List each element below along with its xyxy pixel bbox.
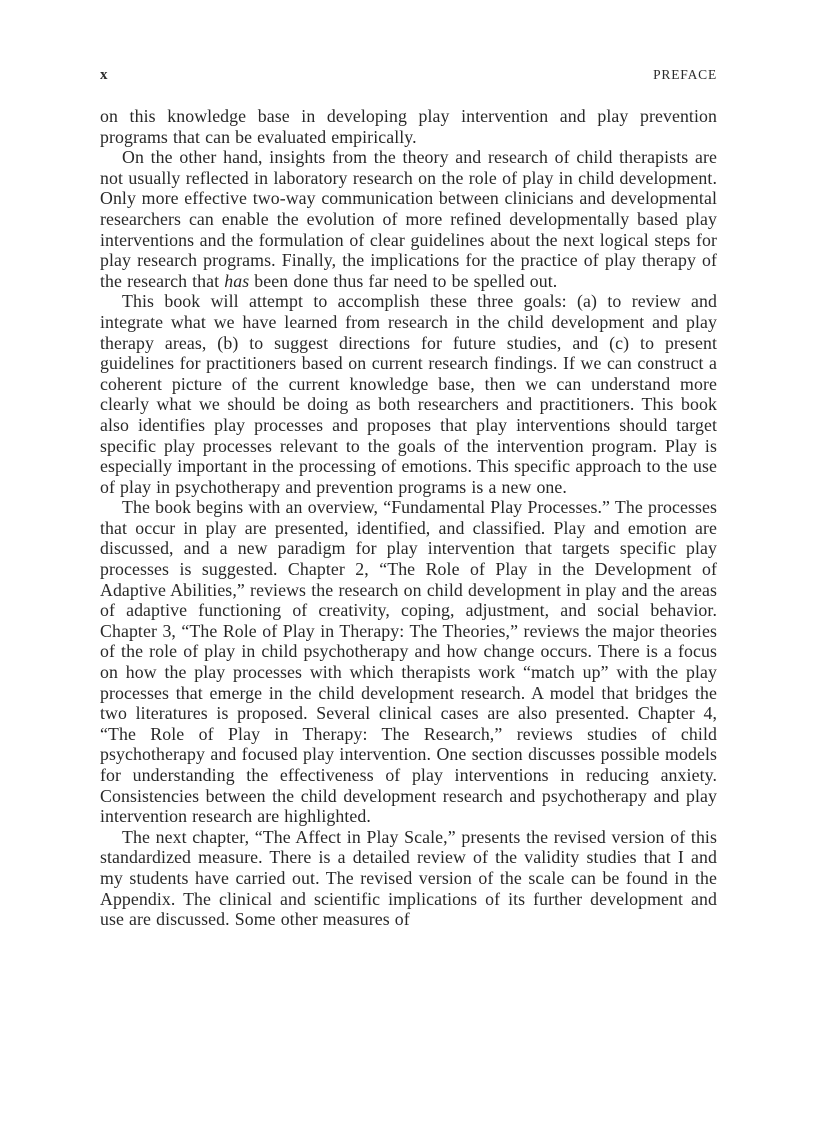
text-run: The book begins with an overview, “Fundamental Play Processes.” The processes that occur in play are presented, identified, and classified. Play and emotion are discussed, and a new paradigm for play intervention that targets specific play processes is suggested. Chapter 2, “The Role of Play in the Development of Adaptive Abilities,” reviews the research on child development in play and the areas of adaptive functioning of creativity, coping, adjustment, and social behavior. Chapter 3, “The Role of Play in Therapy: The Theories,” reviews the major theories of the role of play in child psychotherapy and how change occurs. There is a focus on how the play processes with which therapists work “match up” with the play processes that emerge in the child development research. A model that bridges the two literatures is proposed. Several clinical cases are also presented. Chapter 4, “The Role of Play in Therapy: The Research,” reviews studies of child psychotherapy and focused play intervention. One section discusses possible models for understanding the effectiveness of play interventions in reducing anxiety. Consistencies between the child development research and psychotherapy and play intervention research are highlighted. xyxy=(100,497,717,827)
text-run: The next chapter, “The Affect in Play Scale,” presents the revised version of this standardized measure. There is a detailed review of the validity studies that I and my students have carried out. The revised version of the scale can be found in the Appendix. The clinical and scientific implications of its further development and use are discussed. Some other measures of xyxy=(100,826,717,930)
text-run: On the other hand, insights from the theory and research of child therapists are not usually reflected in laboratory research on the role of play in child development. Only more effective two-way communication between clinicians and developmental researchers can enable the evolution of more refined developmentally based play interventions and the formulation of clear guidelines about the next logical steps for play research programs. Finally, the implications for the practice of play therapy of the research that xyxy=(100,147,717,291)
italic-text-run: has xyxy=(224,270,250,291)
text-run: This book will attempt to accomplish these three goals: (a) to review and integrate what we have learned from research in the child development and play therapy areas, (b) to suggest directions for future studies, and (c) to present guidelines for practitioners based on current research findings. If we can construct a coherent picture of the current knowledge base, then we can understand more clearly what we should be doing as both researchers and practitioners. This book also identifies play processes and proposes that play interventions should target specific play processes relevant to the goals of the intervention program. Play is especially important in the processing of emotions. This specific approach to the use of play in psychotherapy and prevention programs is a new one. xyxy=(100,291,717,497)
running-title: PREFACE xyxy=(653,67,717,82)
paragraph xyxy=(100,291,717,497)
paragraph xyxy=(100,497,717,827)
text-run: on this knowledge base in developing play intervention and play prevention programs that can be evaluated empirically. xyxy=(100,106,717,147)
paragraph xyxy=(100,106,717,147)
paragraph xyxy=(100,827,717,930)
page-number: x xyxy=(100,67,108,83)
page-body xyxy=(100,106,717,930)
paragraph xyxy=(100,147,717,291)
running-header xyxy=(100,67,717,84)
text-run: been done thus far need to be spelled out. xyxy=(249,270,558,291)
